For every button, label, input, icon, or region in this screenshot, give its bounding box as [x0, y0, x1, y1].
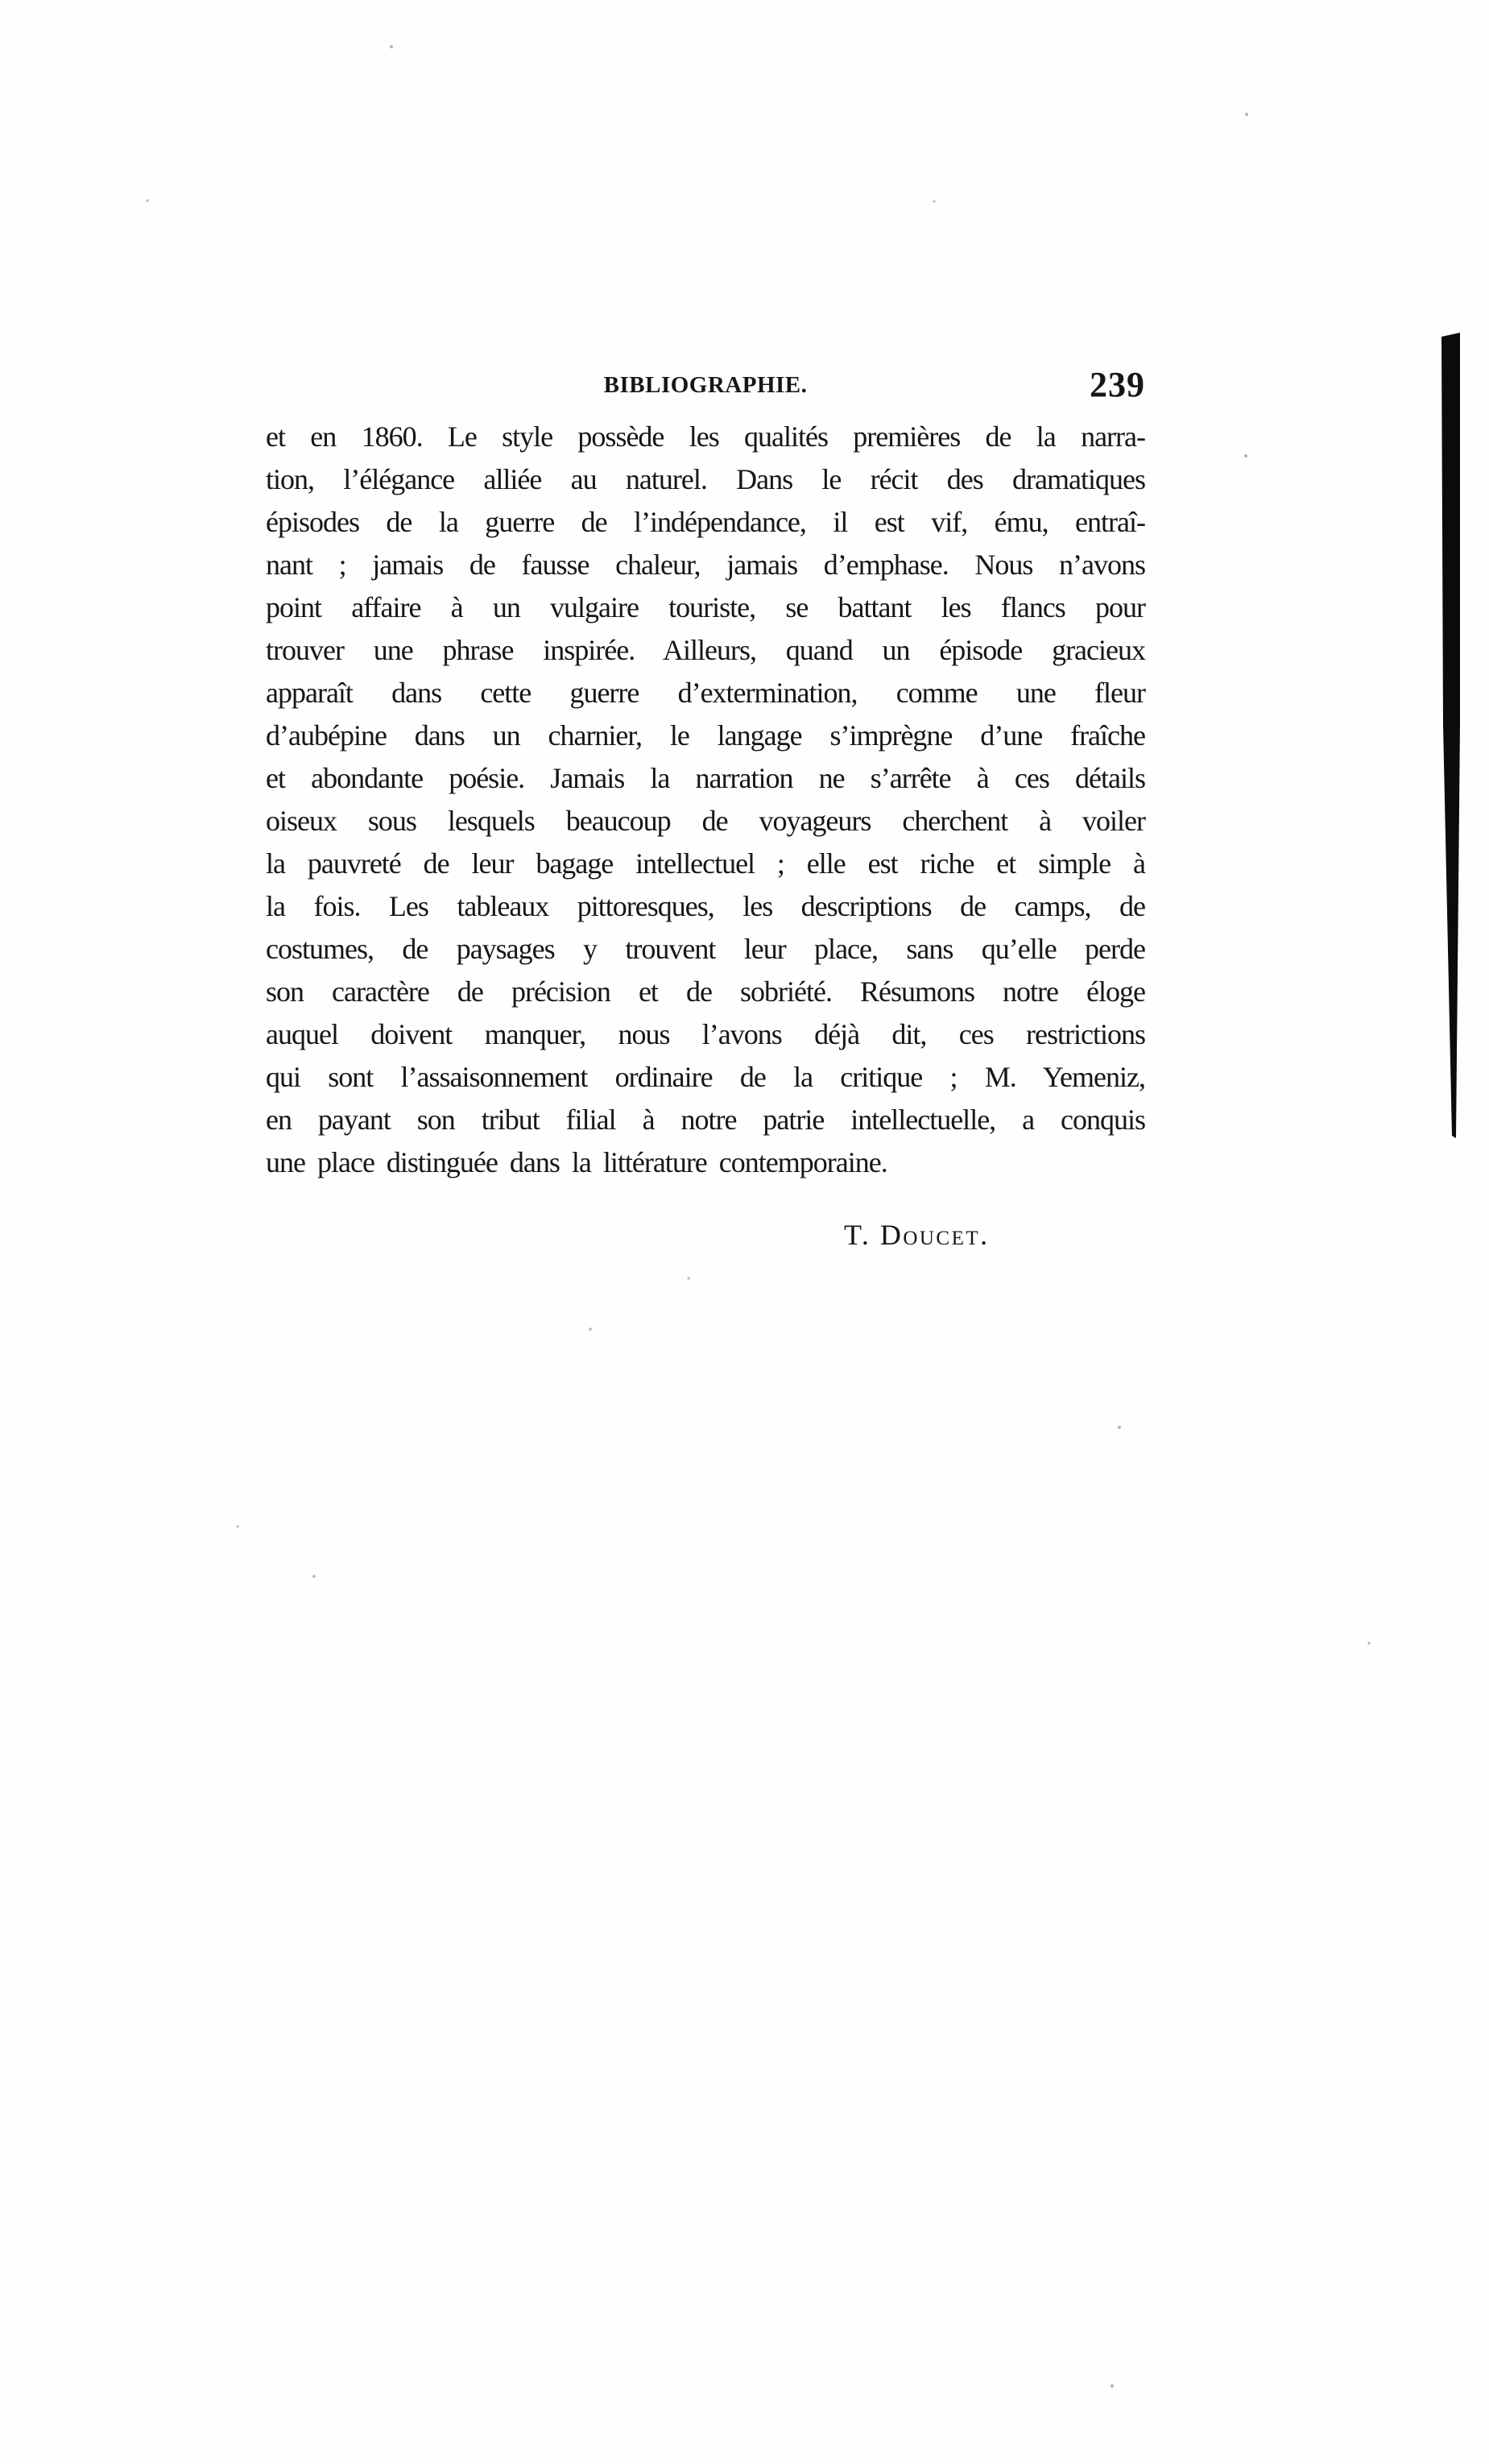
text-line: costumes, de paysages y trouvent leur place, sans qu’elle perde	[266, 933, 1145, 965]
page-number: 239	[1090, 365, 1145, 404]
text-line: épisodes de la guerre de l’indépendance, il est vif, ému, entraî-	[266, 506, 1145, 538]
text-line: tion, l’élégance alliée au naturel. Dans le récit des dramatiques	[266, 463, 1145, 495]
text-line: en payant son tribut filial à notre patrie intellectuelle, a conquis	[266, 1104, 1145, 1136]
page-header	[266, 364, 1145, 412]
author-signature: T. Doucet.	[844, 1219, 990, 1251]
text-line: qui sont l’assaisonnement ordinaire de la critique ; M. Yemeniz,	[266, 1061, 1145, 1093]
text-line: une place distinguée dans la littérature contemporaine.	[266, 1146, 887, 1178]
text-line: nant ; jamais de fausse chaleur, jamais d’emphase. Nous n’avons	[266, 549, 1145, 581]
text-line: point affaire à un vulgaire touriste, se battant les flancs pour	[266, 591, 1145, 623]
text-line: d’aubépine dans un charnier, le langage s’imprègne d’une fraîche	[266, 719, 1145, 752]
paragraph	[266, 416, 1145, 1184]
running-title: BIBLIOGRAPHIE.	[603, 372, 808, 398]
text-line: son caractère de précision et de sobriété. Résumons notre éloge	[266, 975, 1145, 1008]
text-line: trouver une phrase inspirée. Ailleurs, quand un épisode gracieux	[266, 634, 1145, 666]
text-line: et abondante poésie. Jamais la narration ne s’arrête à ces détails	[266, 762, 1145, 794]
text-line: la fois. Les tableaux pittoresques, les descriptions de camps, de	[266, 890, 1145, 922]
text-line: la pauvreté de leur bagage intellectuel ; elle est riche et simple à	[266, 847, 1145, 880]
text-line: apparaît dans cette guerre d’extermination, comme une fleur	[266, 677, 1145, 709]
text-line: auquel doivent manquer, nous l’avons déjà dit, ces restrictions	[266, 1018, 1145, 1050]
text-line: et en 1860. Le style possède les qualités premières de la narra-	[266, 420, 1145, 453]
binding-shadow-artifact	[1441, 333, 1460, 1138]
text-line: oiseux sous lesquels beaucoup de voyageurs cherchent à voiler	[266, 805, 1145, 837]
